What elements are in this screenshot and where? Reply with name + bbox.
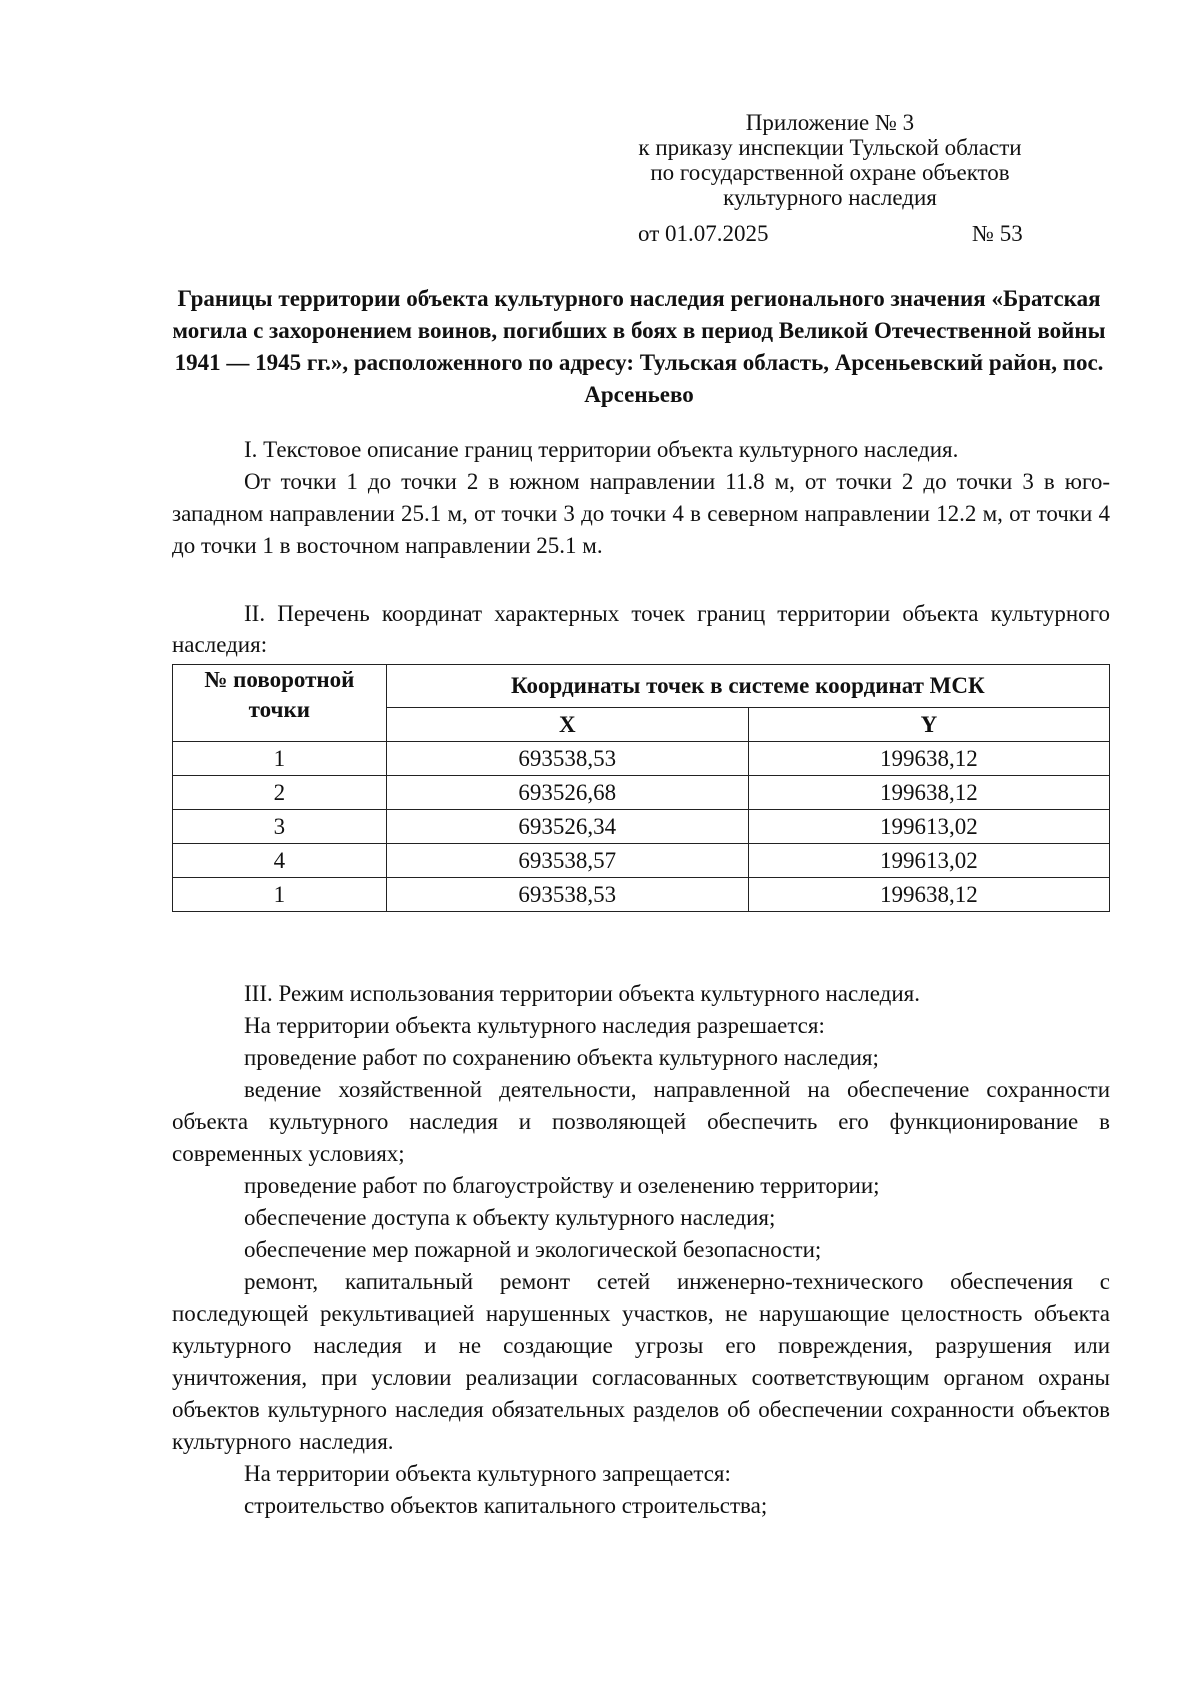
table-header-coords: Координаты точек в системе координат МСК [386,665,1109,708]
table-header-y: Y [748,708,1109,742]
table-row [173,776,1110,810]
cell-y: 199638,12 [748,878,1109,912]
table-row [173,878,1110,912]
forbidden-item: строительство объектов капитального строительства; [244,1493,768,1518]
cell-point: 1 [173,742,387,776]
order-date: от 01.07.2025 [638,221,769,246]
forbidden-intro: На территории объекта культурного запрещается: [244,1461,731,1486]
allowed-item: проведение работ по сохранению объекта культурного наследия; [244,1045,879,1070]
coordinates-table [172,664,1110,912]
table-header-point: № поворотной точки [173,665,387,742]
appendix-line: культурного наследия [723,185,937,210]
allowed-item: обеспечение доступа к объекту культурного наследия; [244,1205,776,1230]
section-1 [172,434,1110,562]
cell-x: 693526,34 [386,810,748,844]
document-title: Границы территории объекта культурного наследия регионального значения «Братская могила с захоронением воинов, погибших в боях в период Великой Отечественной войны 1941 — 1945 гг.», расположенного по адресу: Тульская область, Арсеньевский район, пос. Арсеньево [172,286,1106,407]
section-1-heading: I. Текстовое описание границ территории объекта культурного наследия. [244,437,959,462]
cell-point: 1 [173,878,387,912]
appendix-line: по государственной охране объектов [650,160,1010,185]
appendix-line: Приложение № 3 [745,110,915,135]
allowed-item: обеспечение мер пожарной и экологической безопасности; [244,1237,822,1262]
cell-y: 199613,02 [748,810,1109,844]
table-row [173,742,1110,776]
cell-point: 3 [173,810,387,844]
section-1-text: От точки 1 до точки 2 в южном направлении 11.8 м, от точки 2 до точки 3 в юго-западном направлении 25.1 м, от точки 3 до точки 4 в северном направлении 12.2 м, от точки 4 до точки 1 в восточном направлении 25.1 м. [172,469,1110,558]
cell-y: 199638,12 [748,742,1109,776]
table-header-x: X [386,708,748,742]
cell-point: 4 [173,844,387,878]
allowed-item: ремонт, капитальный ремонт сетей инженерно-технического обеспечения с последующей рекультивацией нарушенных участков, не нарушающие целостность объекта культурного наследия и не создающие угрозы его повреждения, разрушения или уничтожения, при условии реализации согласованных соответствующим органом охраны объектов культурного наследия обязательных разделов об обеспечении сохранности объектов культурного наследия. [172,1269,1110,1454]
cell-x: 693538,57 [386,844,748,878]
allowed-item: проведение работ по благоустройству и озеленению территории; [244,1173,880,1198]
cell-x: 693538,53 [386,878,748,912]
cell-y: 199638,12 [748,776,1109,810]
table-row [173,810,1110,844]
section-2-heading: II. Перечень координат характерных точек границ территории объекта культурного наследия: [172,601,1110,657]
cell-point: 2 [173,776,387,810]
cell-y: 199613,02 [748,844,1109,878]
cell-x: 693538,53 [386,742,748,776]
appendix-line: к приказу инспекции Тульской области [638,135,1022,160]
section-2 [172,598,1110,660]
section-3-heading: III. Режим использования территории объекта культурного наследия. [244,981,920,1006]
allowed-intro: На территории объекта культурного наследия разрешается: [244,1013,825,1038]
appendix-block [560,110,1100,210]
table-row [173,844,1110,878]
order-number: № 53 [972,221,1023,246]
cell-x: 693526,68 [386,776,748,810]
allowed-item: ведение хозяйственной деятельности, направленной на обеспечение сохранности объекта культурного наследия и позволяющей обеспечить его функционирование в современных условиях; [172,1077,1110,1166]
section-3 [172,978,1110,1522]
